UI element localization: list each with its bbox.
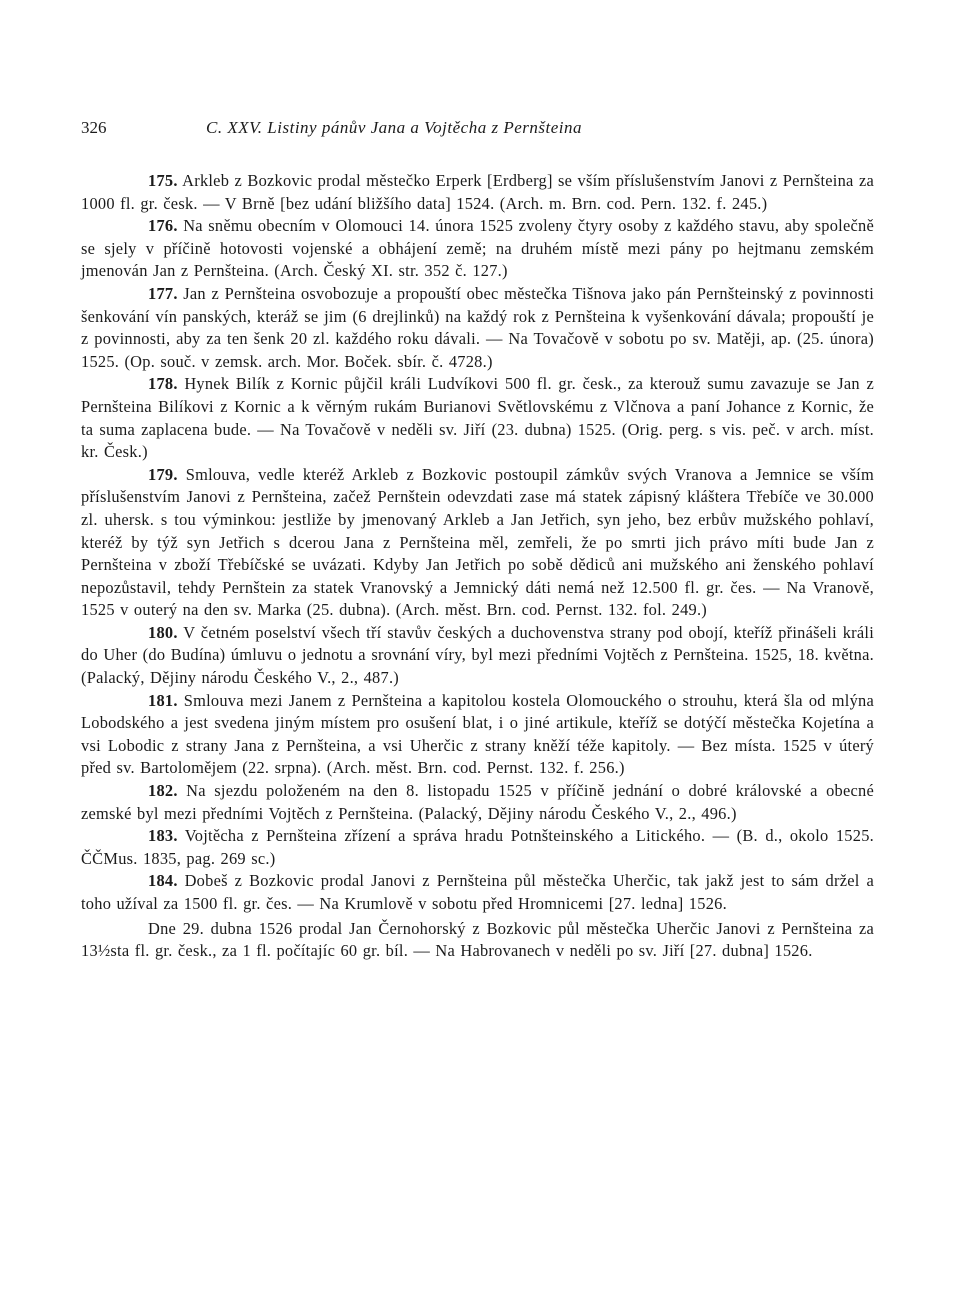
entry-180 bbox=[81, 622, 874, 690]
page-header bbox=[81, 118, 874, 148]
entry-number: 183. bbox=[148, 826, 178, 846]
entry-number: 179. bbox=[148, 464, 178, 484]
page-number: 326 bbox=[81, 118, 107, 137]
entry-text: Arkleb z Bozkovic prodal městečko Erperk [Erdberg] se vším příslušenstvím Janovi z Pernšteina za 1000 fl. gr. česk. — V Brně [bez udání bližšího data] 1524. (Arch. m. Brn. cod. Pern. 132. f. 245.) bbox=[81, 171, 874, 213]
entry-text: Na sjezdu položeném na den 8. listopadu 1525 v příčině jednání o dobré královské a obecné zemské byl mezi předními Vojtěch z Pernšteina. (Palacký, Dějiny národu Českého V., 2., 496.) bbox=[81, 781, 874, 823]
entry-number: 184. bbox=[148, 871, 178, 891]
entry-number: 178. bbox=[148, 374, 178, 394]
entry-number: 182. bbox=[148, 781, 178, 801]
entry-177 bbox=[81, 283, 874, 373]
entry-number: 175. bbox=[148, 171, 178, 190]
entry-text: Smlouva mezi Janem z Pernšteina a kapitolou kostela Olomouckého o strouhu, která šla od mlýna Lobodského a jest svedena jiným místem pro osušení blat, i o jiné artikule, kteříž se dotýčí městečka Kojetína a vsi Lobodic z strany Jana z Pernšteina, a vsi Uherčic z strany kněží téže kapitoly. — Bez místa. 1525 v úterý před sv. Bartolomějem (22. srpna). (Arch. měst. Brn. cod. Pernst. 132. f. 256.) bbox=[81, 690, 874, 778]
entry-text: Hynek Bilík z Kornic půjčil králi Ludvíkovi 500 fl. gr. česk., za kterouž sumu zavazuje se Jan z Pernšteina Bilíkovi z Kornic a k věrným rukám Burianovi Světlovskému z Vlčnova a paní Johance z Kornic, že ta suma zaplacena bude. — Na Tovačově v neděli sv. Jiří (23. dubna) 1525. (Orig. perg. s vis. peč. v arch. míst. kr. Česk.) bbox=[81, 374, 874, 462]
entry-text: Smlouva, vedle kteréž Arkleb z Bozkovic postoupil zámkův svých Vranova a Jemnice se vším příslušenstvím Janovi z Pernšteina, začež Pernštein odevzdati zase má statek zápisný kláštera Třebíče ve 30.000 zl. uhersk. s tou výminkou: jestliže by jmenovaný Arkleb a Jan Jetřich, syn jeho, bez erbův mužského pohlaví, kteréž by týž syn Jetřich s dcerou Jana z Pernšteina měl, zemřeli, že po smrti jich právo míti bude Jan z Pernšteina v zboží Třebíčské se uvázati. Kdyby Jan Jetřich po sobě dědiců ani mužského ani ženského pohlaví nepozůstavil, tehdy Pernštein za statek Vranovský a Jemnický dáti nemá než 12.500 fl. gr. čes. — Na Vranově, 1525 v outerý na den sv. Marka (25. dubna). (Arch. měst. Brn. cod. Pernst. 132. fol. 249.) bbox=[81, 464, 874, 620]
entry-text: Dobeš z Bozkovic prodal Janovi z Pernšteina půl městečka Uherčic, tak jakž jest to sám držel a toho užíval za 1500 fl. gr. čes. — Na Krumlově v sobotu před Hromnicemi [27. ledna] 1526. bbox=[81, 871, 874, 913]
running-head: C. XXV. Listiny pánův Jana a Vojtěcha z Pernšteina bbox=[206, 118, 582, 137]
entry-182 bbox=[81, 780, 874, 825]
entry-181 bbox=[81, 690, 874, 780]
entry-183 bbox=[81, 825, 874, 870]
entry-text: Vojtěcha z Pernšteina zřízení a správa hradu Potnšteinského a Litického. — (B. d., okolo 1525. ČČMus. 1835, pag. 269 sc.) bbox=[81, 826, 874, 868]
entry-text: V četném poselství všech tří stavův českých a duchovenstva strany pod obojí, kteříž přinášeli králi do Uher (do Budína) úmluvu o jednotu a srovnání víry, byl mezi předními Vojtěch z Pernšteina. 1525, 18. května. (Palacký, Dějiny národu Českého V., 2., 487.) bbox=[81, 622, 874, 688]
tail-paragraph: Dne 29. dubna 1526 prodal Jan Černohorský z Bozkovic půl městečka Uherčic Janovi z Pernšteina za 13½sta fl. gr. česk., za 1 fl. počítajíc 60 gr. bíl. — Na Habrovanech v neděli po sv. Jiří [27. dubna] 1526. bbox=[81, 918, 874, 961]
entry-184 bbox=[81, 870, 874, 915]
entry-text: Na sněmu obecním v Olomouci 14. února 1525 zvoleny čtyry osoby z každého stavu, aby společně se sjely v příčině hotovosti vojenské a obhájení země; na druhém místě mezi pány po hejtmanu zemském jmenován Jan z Pernšteina. (Arch. Český XI. str. 352 č. 127.) bbox=[81, 216, 874, 281]
entry-175 bbox=[81, 170, 874, 215]
entry-number: 176. bbox=[148, 216, 178, 236]
entry-text: Jan z Pernšteina osvobozuje a propouští obec městečka Tišnova jako pán Pernšteinský z povinnosti šenkování vín panských, kteráž se jim (6 drejlinků) na každý rok z Pernšteina k vyšenkování dávala; propouští je z povinnosti, aby za ten šenk 20 zl. každého roku dávali. — Na Tovačově v sobotu po sv. Matěji, ap. (25. února) 1525. (Op. souč. v zemsk. arch. Mor. Boček. sbír. č. 4728.) bbox=[81, 283, 874, 371]
entry-179 bbox=[81, 464, 874, 622]
entry-176 bbox=[81, 215, 874, 283]
document-page bbox=[81, 118, 874, 963]
entry-number: 177. bbox=[148, 283, 178, 303]
entry-number: 180. bbox=[148, 622, 178, 642]
entry-178 bbox=[81, 373, 874, 463]
entry-number: 181. bbox=[148, 690, 178, 710]
